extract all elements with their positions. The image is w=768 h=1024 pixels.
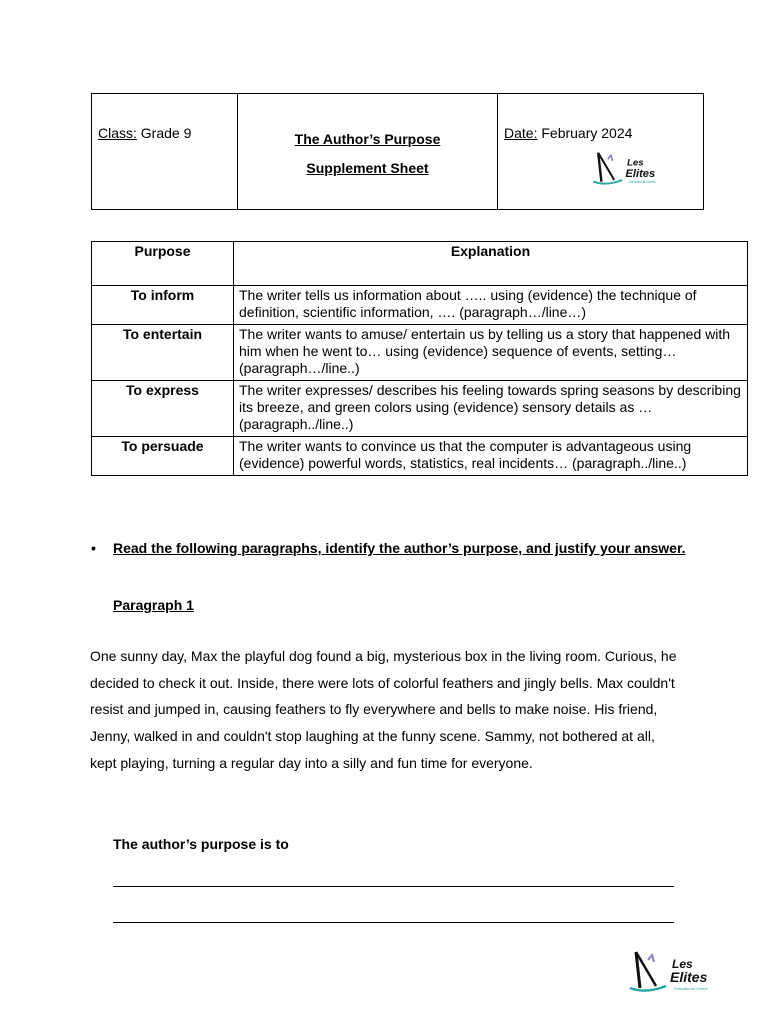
date-label: Date: [504,125,538,141]
explanation-cell: The writer expresses/ describes his feeling towards spring seasons by describing its breeze, and green colors using (evidence) sensory details as … (paragraph../line..) [234,381,748,437]
purpose-cell: To express [92,381,234,437]
paragraph-1-heading: Paragraph 1 [113,597,194,613]
purpose-column-header: Purpose [92,242,234,286]
paragraph-1-text: One sunny day, Max the playful dog found a big, mysterious box in the living room. Curious, he decided to check it out. Inside, there were lots of colorful feathers and jingly bells. Max couldn't resist and jumped in, causing feathers to fly everywhere and bells to make noise. His friend, Jenny, walked in and couldn't stop laughing at the funny scene. Sammy, not bothered at all, kept playing, turning a regular day into a silly and fun time for everyone. [90,648,677,771]
les-elites-logo [590,148,680,188]
date-cell [498,94,704,210]
class-cell [92,94,238,210]
purpose-table [91,241,748,476]
instruction [91,539,691,557]
explanation-cell: The writer tells us information about ….. using (evidence) the technique of definition, scientific information, …. (paragraph…/line…) [234,286,748,325]
answer-line-1[interactable] [113,886,674,887]
footer-logo-tagline: Educational Centre [674,986,709,991]
logo-tagline: Educational Centre [628,180,656,185]
table-row [92,381,748,437]
table-row [92,437,748,476]
purpose-cell: To entertain [92,325,234,381]
answer-line-2[interactable] [113,922,674,923]
logo-text-line1: Les [627,157,644,169]
class-value: Grade 9 [140,125,192,141]
table-row [92,325,748,381]
table-header-row [92,242,748,286]
purpose-cell: To persuade [92,437,234,476]
table-row [92,286,748,325]
footer-logo-text-line1: Les [672,957,693,971]
instruction-text: Read the following paragraphs, identify the author’s purpose, and justify your answer. [113,540,686,556]
header-table [91,93,704,210]
explanation-column-header: Explanation [234,242,748,286]
title-line1: The Author’s Purpose [294,131,441,147]
footer-logo-text-line2: Elites [670,969,708,985]
title-cell [238,94,498,210]
bullet-icon: • [91,540,96,556]
class-label: Class: [98,125,137,141]
explanation-cell: The writer wants to amuse/ entertain us by telling us a story that happened with him when he went to… using (evidence) sequence of events, setting… (paragraph…/line..) [234,325,748,381]
date-value: February 2024 [541,125,633,141]
explanation-cell: The writer wants to convince us that the computer is advantageous using (evidence) powerful words, statistics, real incidents… (paragraph../line..) [234,437,748,476]
logo-text-line2: Elites [625,167,656,180]
answer-prompt: The author’s purpose is to [113,836,289,852]
purpose-cell: To inform [92,286,234,325]
les-elites-footer-logo [626,946,738,996]
title-line2: Supplement Sheet [306,160,429,176]
